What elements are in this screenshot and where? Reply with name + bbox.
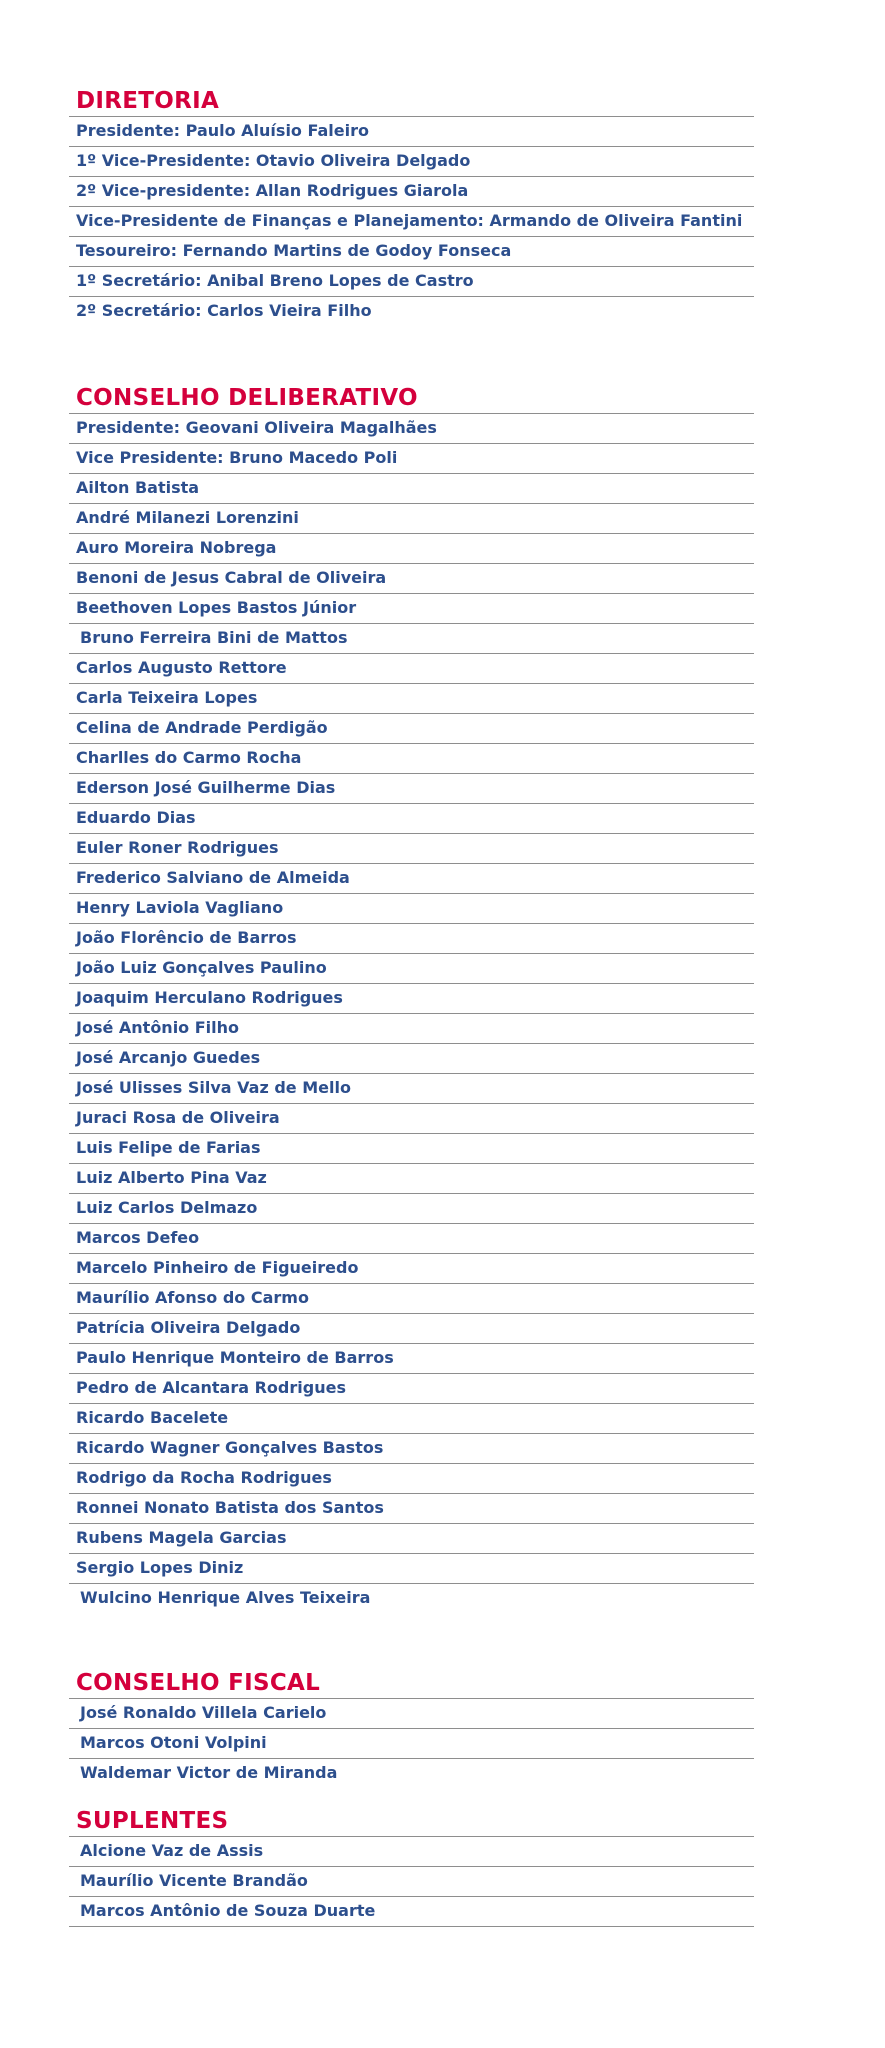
list-item: Ricardo Bacelete [69, 1404, 754, 1434]
list-item: João Luiz Gonçalves Paulino [69, 954, 754, 984]
list-item: Carlos Augusto Rettore [69, 654, 754, 684]
list-item: Benoni de Jesus Cabral de Oliveira [69, 564, 754, 594]
list-item: Luiz Alberto Pina Vaz [69, 1164, 754, 1194]
list-item: Ederson José Guilherme Dias [69, 774, 754, 804]
list-item: Frederico Salviano de Almeida [69, 864, 754, 894]
section-title-conselho-deliberativo: CONSELHO DELIBERATIVO [69, 383, 754, 414]
list-item: Pedro de Alcantara Rodrigues [69, 1374, 754, 1404]
list-item: Tesoureiro: Fernando Martins de Godoy Fonseca [69, 237, 754, 267]
list-item: Rubens Magela Garcias [69, 1524, 754, 1554]
list-item: Luis Felipe de Farias [69, 1134, 754, 1164]
list-item: Presidente: Paulo Aluísio Faleiro [69, 117, 754, 147]
list-item: Ricardo Wagner Gonçalves Bastos [69, 1434, 754, 1464]
list-item: José Arcanjo Guedes [69, 1044, 754, 1074]
section-diretoria [69, 86, 754, 326]
list-item: Marcelo Pinheiro de Figueiredo [69, 1254, 754, 1284]
list-item: 2º Vice-presidente: Allan Rodrigues Giarola [69, 177, 754, 207]
section-title-suplentes: SUPLENTES [69, 1806, 754, 1837]
list-item: Juraci Rosa de Oliveira [69, 1104, 754, 1134]
list-item: Henry Laviola Vagliano [69, 894, 754, 924]
conselho-deliberativo-list [69, 414, 754, 1613]
list-item: Ailton Batista [69, 474, 754, 504]
list-item: Beethoven Lopes Bastos Júnior [69, 594, 754, 624]
list-item: Marcos Defeo [69, 1224, 754, 1254]
list-item: José Ronaldo Villela Carielo [69, 1699, 754, 1729]
section-suplentes [69, 1806, 754, 1927]
list-item: Euler Roner Rodrigues [69, 834, 754, 864]
list-item: Paulo Henrique Monteiro de Barros [69, 1344, 754, 1374]
list-item: André Milanezi Lorenzini [69, 504, 754, 534]
section-title-conselho-fiscal: CONSELHO FISCAL [69, 1668, 754, 1699]
list-item: Presidente: Geovani Oliveira Magalhães [69, 414, 754, 444]
list-item: 1º Vice-Presidente: Otavio Oliveira Delgado [69, 147, 754, 177]
list-item: Marcos Otoni Volpini [69, 1729, 754, 1759]
list-item: Eduardo Dias [69, 804, 754, 834]
section-title-diretoria: DIRETORIA [69, 86, 754, 117]
list-item: Vice Presidente: Bruno Macedo Poli [69, 444, 754, 474]
list-item: Celina de Andrade Perdigão [69, 714, 754, 744]
conselho-fiscal-list [69, 1699, 754, 1788]
list-item: Joaquim Herculano Rodrigues [69, 984, 754, 1014]
list-item: Alcione Vaz de Assis [69, 1837, 754, 1867]
list-item: Wulcino Henrique Alves Teixeira [80, 1588, 371, 1607]
list-item: 1º Secretário: Anibal Breno Lopes de Castro [69, 267, 754, 297]
list-item: Auro Moreira Nobrega [69, 534, 754, 564]
section-conselho-fiscal [69, 1668, 754, 1788]
list-item: João Florêncio de Barros [69, 924, 754, 954]
list-item: José Ulisses Silva Vaz de Mello [69, 1074, 754, 1104]
list-item: José Antônio Filho [69, 1014, 754, 1044]
list-item: Charlles do Carmo Rocha [69, 744, 754, 774]
list-item: Waldemar Victor de Miranda [80, 1763, 338, 1782]
list-item: Maurílio Vicente Brandão [69, 1867, 754, 1897]
list-item: Patrícia Oliveira Delgado [69, 1314, 754, 1344]
list-item: Vice-Presidente de Finanças e Planejamento: Armando de Oliveira Fantini [69, 207, 754, 237]
suplentes-list [69, 1837, 754, 1927]
list-item: Bruno Ferreira Bini de Mattos [69, 624, 754, 654]
list-item: Maurílio Afonso do Carmo [69, 1284, 754, 1314]
list-item: Rodrigo da Rocha Rodrigues [69, 1464, 754, 1494]
list-item: Luiz Carlos Delmazo [69, 1194, 754, 1224]
section-conselho-deliberativo [69, 383, 754, 1613]
list-item: Ronnei Nonato Batista dos Santos [69, 1494, 754, 1524]
diretoria-list [69, 117, 754, 326]
list-item: Sergio Lopes Diniz [69, 1554, 754, 1584]
list-item: Carla Teixeira Lopes [69, 684, 754, 714]
list-item: Marcos Antônio de Souza Duarte [69, 1897, 754, 1927]
list-item: 2º Secretário: Carlos Vieira Filho [76, 301, 372, 320]
